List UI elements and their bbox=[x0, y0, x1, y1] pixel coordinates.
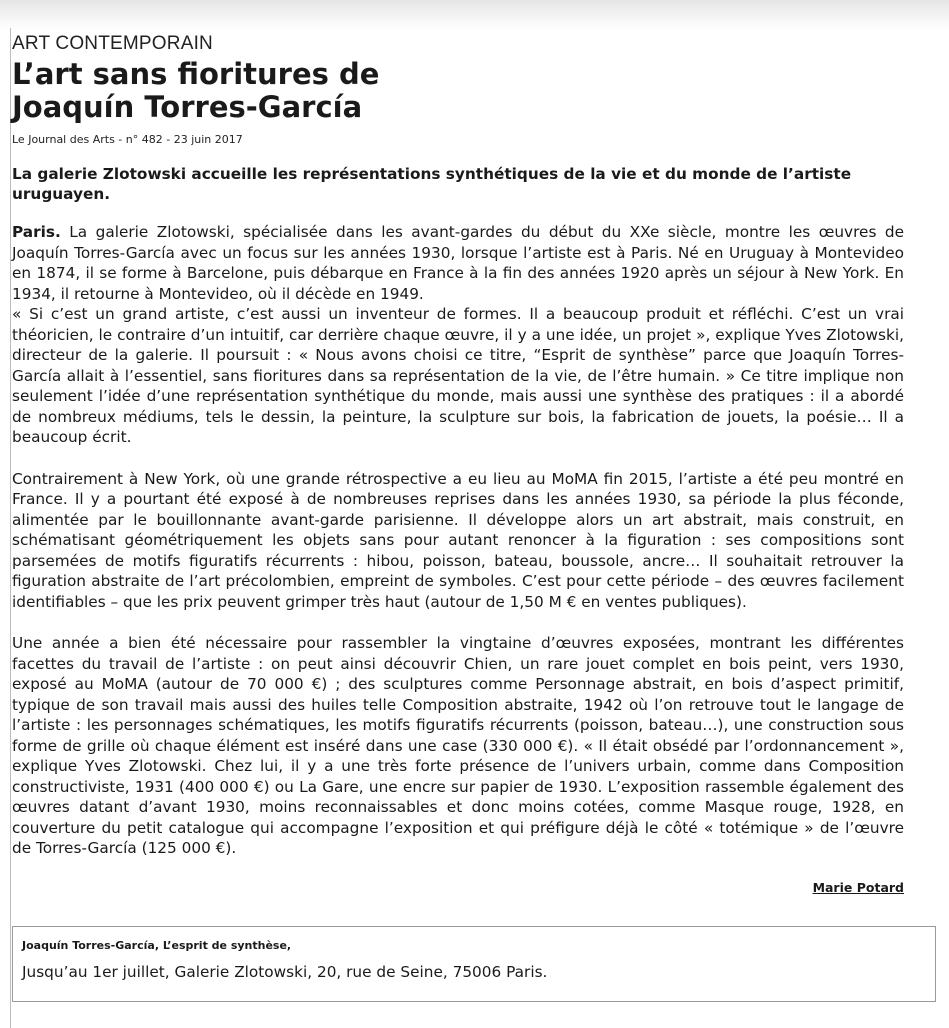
paragraph-3: Contrairement à New York, où une grande rétrospective a eu lieu au MoMA fin 2015, l’artiste a été peu montré en France. Il y a pourtant été exposé à de nombreuses reprises dans les années 1930, sa période la plus féconde, alimentée par le bouillonnante avant-garde parisienne. Il développe alors un art abstrait, mais construit, en schématisant géométriquement les objets sans pour autant renoncer à la figuration : ses compositions sont parsemées de motifs figuratifs récurrents : hibou, poisson, bateau, boussole, ancre… Il souhaitait retrouver la figuration abstraite de l’art précolombien, empreint de symboles. C’est pour cette période – des œuvres facilement identifiables – que les prix peuvent grimper très haut (autour de 1,50 M € en ventes publiques). bbox=[12, 469, 904, 611]
article-source: Le Journal des Arts - n° 482 - 23 juin 2017 bbox=[12, 133, 243, 146]
article-title bbox=[12, 58, 904, 124]
article-chapo: La galerie Zlotowski accueille les représentations synthétiques de la vie et du monde de l’artiste uruguayen. bbox=[12, 165, 852, 203]
paragraph-4: Une année a bien été nécessaire pour rassembler la vingtaine d’œuvres exposées, montrant les différentes facettes du travail de l’artiste : on peut ainsi découvrir Chien, un rare jouet complet en bois peint, vers 1930, exposé au MoMA (autour de 70 000 €) ; des sculptures comme Personnage abstrait, en bois d’aspect primitif, typique de son travail mais aussi des huiles telle Composition abstraite, 1942 où l’on retrouve tout le langage de l’artiste : les personnages schématiques, les motifs figuratifs récurrents (poisson, bateau…), une construction sous forme de grille où chaque élément est inséré dans une case (330 000 €). « Il était obsédé par l’ordonnancement », explique Yves Zlotowski. Chez lui, il y a une très forte présence de l’univers urbain, comme dans Composition constructiviste, 1931 (400 000 €) ou La Gare, une encre sur papier de 1930. L’exposition rassemble également des œuvres datant d’avant 1930, moins reconnaissables et donc moins cotées, comme Masque rouge, 1928, en couverture du petit catalogue qui accompagne l’exposition et qui préfigure déjà le côté « totémique » de l’œuvre de Torres-García (125 000 €). bbox=[12, 634, 904, 857]
top-shade bbox=[0, 0, 949, 30]
article-body bbox=[12, 222, 904, 859]
paragraph-1-text: La galerie Zlotowski, spécialisée dans les avant-gardes du début du XXe siècle, montre les œuvres de Joaquín Torres-García avec un focus sur les années 1930, lorsque l’artiste est à Paris. Né en Uruguay à Montevideo en 1874, il se forme à Barcelone, puis débarque en France à la fin des années 1920 après un séjour à New York. En 1934, il retourne à Montevideo, où il décède en 1949. bbox=[12, 223, 904, 303]
paragraph-2: « Si c’est un grand artiste, c’est aussi un inventeur de formes. Il a beaucoup produit et réfléchi. C’est un vrai théoricien, le contraire d’un intuitif, car derrière chaque œuvre, il y a une idée, un projet », explique Yves Zlotowski, directeur de la galerie. Il poursuit : « Nous avons choisi ce titre, “Esprit de synthèse” parce que Joaquín Torres-García allait à l’essentiel, sans fioritures dans sa représentation de la vie, de l’être humain. » Ce titre implique non seulement l’idée d’une représentation synthétique du monde, mais aussi une synthèse des pratiques : il a abordé de nombreux médiums, tels le dessin, la peinture, la sculpture sur bois, la fabrication de jouets, la poésie… Il a beaucoup écrit. bbox=[12, 305, 904, 446]
paragraph-1 bbox=[12, 222, 904, 304]
exhibition-details: Jusqu’au 1er juillet, Galerie Zlotowski, 20, rue de Seine, 75006 Paris. bbox=[22, 963, 548, 981]
exhibition-infobox bbox=[12, 926, 936, 1002]
article-author: Marie Potard bbox=[812, 879, 904, 895]
article-rubric: ART CONTEMPORAIN bbox=[12, 33, 213, 54]
article bbox=[12, 34, 904, 895]
exhibition-title: Joaquín Torres-García, L’esprit de synthèse, bbox=[22, 939, 292, 952]
title-line-1: L’art sans fioritures de bbox=[12, 57, 380, 91]
title-line-2: Joaquín Torres-García bbox=[12, 90, 363, 124]
dateline: Paris. bbox=[12, 223, 61, 241]
